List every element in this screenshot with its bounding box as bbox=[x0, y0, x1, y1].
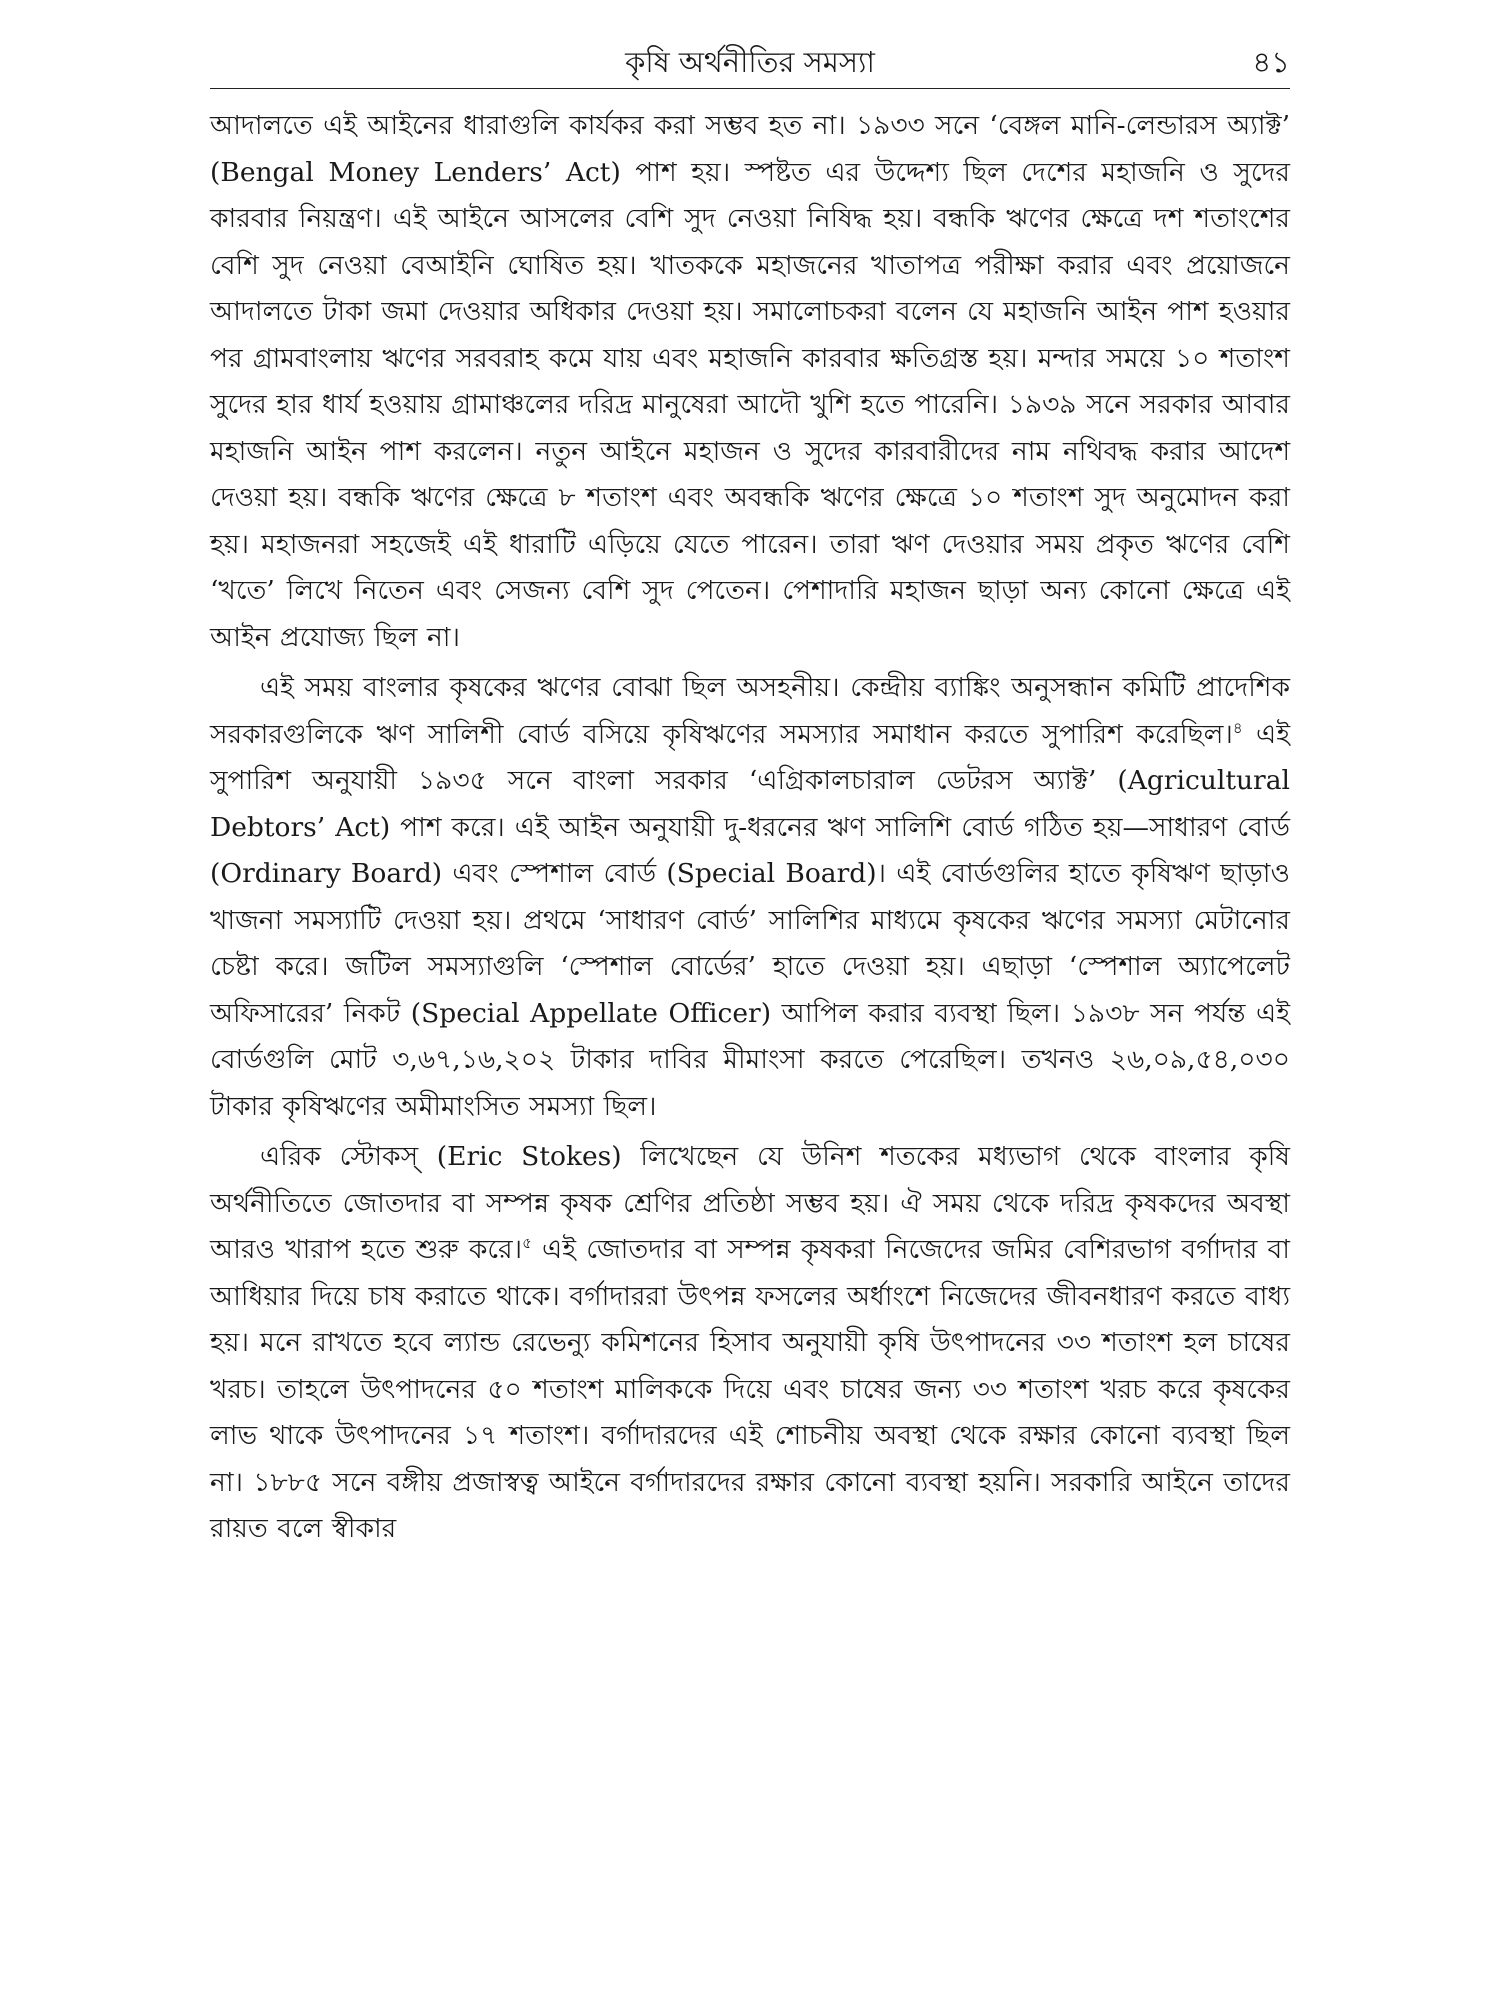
paragraph-text: এই জোতদার বা সম্পন্ন কৃষকরা নিজেদের জমির বেশিরভাগ বর্গাদার বা আধিয়ার দিয়ে চাষ করাতে থাকে। বর্গাদাররা উৎপন্ন ফসলের অর্ধাংশে নিজেদের জীবনধারণ করতে বাধ্য হয়। মনে রাখতে হবে ল্যান্ড রেভেন্যু কমিশনের হিসাব অনুযায়ী কৃষি উৎপাদনের ৩৩ শতাংশ হল চাষের খরচ। তাহলে উৎপাদনের ৫০ শতাংশ মালিককে দিয়ে এবং চাষের জন্য ৩৩ শতাংশ খরচ করে কৃষকের লাভ থাকে উৎপাদনের ১৭ শতাংশ। বর্গাদারদের এই শোচনীয় অবস্থা থেকে রক্ষার কোনো ব্যবস্থা ছিল না। ১৮৮৫ সনে বঙ্গীয় প্রজাস্বত্ব আইনে বর্গাদারদের রক্ষার কোনো ব্যবস্থা হয়নি। সরকারি আইনে তাদের রায়ত বলে স্বীকার bbox=[210, 1234, 1290, 1544]
page-number: ৪১ bbox=[1252, 45, 1290, 79]
running-header bbox=[210, 36, 1290, 89]
paragraph-text: আদালতে এই আইনের ধারাগুলি কার্যকর করা সম্ভব হত না। ১৯৩৩ সনে ‘বেঙ্গল মানি-লেন্ডারস অ্যাক্ট’ (Bengal Money Lenders’ Act) পাশ হয়। স্পষ্টত এর উদ্দেশ্য ছিল দেশের মহাজনি ও সুদের কারবার নিয়ন্ত্রণ। এই আইনে আসলের বেশি সুদ নেওয়া নিষিদ্ধ হয়। বন্ধকি ঋণের ক্ষেত্রে দশ শতাংশের বেশি সুদ নেওয়া বেআইনি ঘোষিত হয়। খাতককে মহাজনের খাতাপত্র পরীক্ষা করার এবং প্রয়োজনে আদালতে টাকা জমা দেওয়ার অধিকার দেওয়া হয়। সমালোচকরা বলেন যে মহাজনি আইন পাশ হওয়ার পর গ্রামবাংলায় ঋণের সরবরাহ কমে যায় এবং মহাজনি কারবার ক্ষতিগ্রস্ত হয়। মন্দার সময়ে ১০ শতাংশ সুদের হার ধার্য হওয়ায় গ্রামাঞ্চলের দরিদ্র মানুষেরা আদৌ খুশি হতে পারেনি। ১৯৩৯ সনে সরকার আবার মহাজনি আইন পাশ করলেন। নতুন আইনে মহাজন ও সুদের কারবারীদের নাম নথিবদ্ধ করার আদেশ দেওয়া হয়। বন্ধকি ঋণের ক্ষেত্রে ৮ শতাংশ এবং অবন্ধকি ঋণের ক্ষেত্রে ১০ শতাংশ সুদ অনুমোদন করা হয়। মহাজনরা সহজেই এই ধারাটি এড়িয়ে যেতে পারেন। তারা ঋণ দেওয়ার সময় প্রকৃত ঋণের বেশি ‘খতে’ লিখে নিতেন এবং সেজন্য বেশি সুদ পেতেন। পেশাদারি মহাজন ছাড়া অন্য কোনো ক্ষেত্রে এই আইন প্রযোজ্য ছিল না। bbox=[210, 110, 1290, 653]
paragraph-1 bbox=[210, 103, 1290, 661]
paragraph-text: এই সুপারিশ অনুযায়ী ১৯৩৫ সনে বাংলা সরকার ‘এগ্রিকালচারাল ডেটরস অ্যাক্ট’ (Agricultural Debtors’ Act) পাশ করে। এই আইন অনুযায়ী দু-ধরনের ঋণ সালিশি বোর্ড গঠিত হয়—সাধারণ বোর্ড (Ordinary Board) এবং স্পেশাল বোর্ড (Special Board)। এই বোর্ডগুলির হাতে কৃষিঋণ ছাড়াও খাজনা সমস্যাটি দেওয়া হয়। প্রথমে ‘সাধারণ বোর্ড’ সালিশির মাধ্যমে কৃষকের ঋণের সমস্যা মেটানোর চেষ্টা করে। জটিল সমস্যাগুলি ‘স্পেশাল বোর্ডের’ হাতে দেওয়া হয়। এছাড়া ‘স্পেশাল অ্যাপেলেট অফিসারের’ নিকট (Special Appellate Officer) আপিল করার ব্যবস্থা ছিল। ১৯৩৮ সন পর্যন্ত এই বোর্ডগুলি মোট ৩,৬৭,১৬,২০২ টাকার দাবির মীমাংসা করতে পেরেছিল। তখনও ২৬,০৯,৫৪,০৩০ টাকার কৃষিঋণের অমীমাংসিত সমস্যা ছিল। bbox=[210, 718, 1290, 1122]
paragraph-2 bbox=[210, 665, 1290, 1130]
footnote-marker: ৫ bbox=[522, 1234, 532, 1253]
body-text bbox=[210, 103, 1290, 1553]
book-page bbox=[210, 36, 1290, 1976]
paragraph-text: এরিক স্টোকস্ (Eric Stokes) লিখেছেন যে উনিশ শতকের মধ্যভাগ থেকে বাংলার কৃষি অর্থনীতিতে জোতদার বা সম্পন্ন কৃষক শ্রেণির প্রতিষ্ঠা সম্ভব হয়। ঐ সময় থেকে দরিদ্র কৃষকদের অবস্থা আরও খারাপ হতে শুরু করে। bbox=[210, 1141, 1290, 1265]
paragraph-text: এই সময় বাংলার কৃষকের ঋণের বোঝা ছিল অসহনীয়। কেন্দ্রীয় ব্যাঙ্কিং অনুসন্ধান কমিটি প্রাদেশিক সরকারগুলিকে ঋণ সালিশী বোর্ড বসিয়ে কৃষিঋণের সমস্যার সমাধান করতে সুপারিশ করেছিল। bbox=[210, 672, 1290, 750]
running-title: কৃষি অর্থনীতির সমস্যা bbox=[625, 45, 875, 79]
paragraph-3 bbox=[210, 1134, 1290, 1553]
footnote-marker: ৪ bbox=[1232, 718, 1243, 737]
